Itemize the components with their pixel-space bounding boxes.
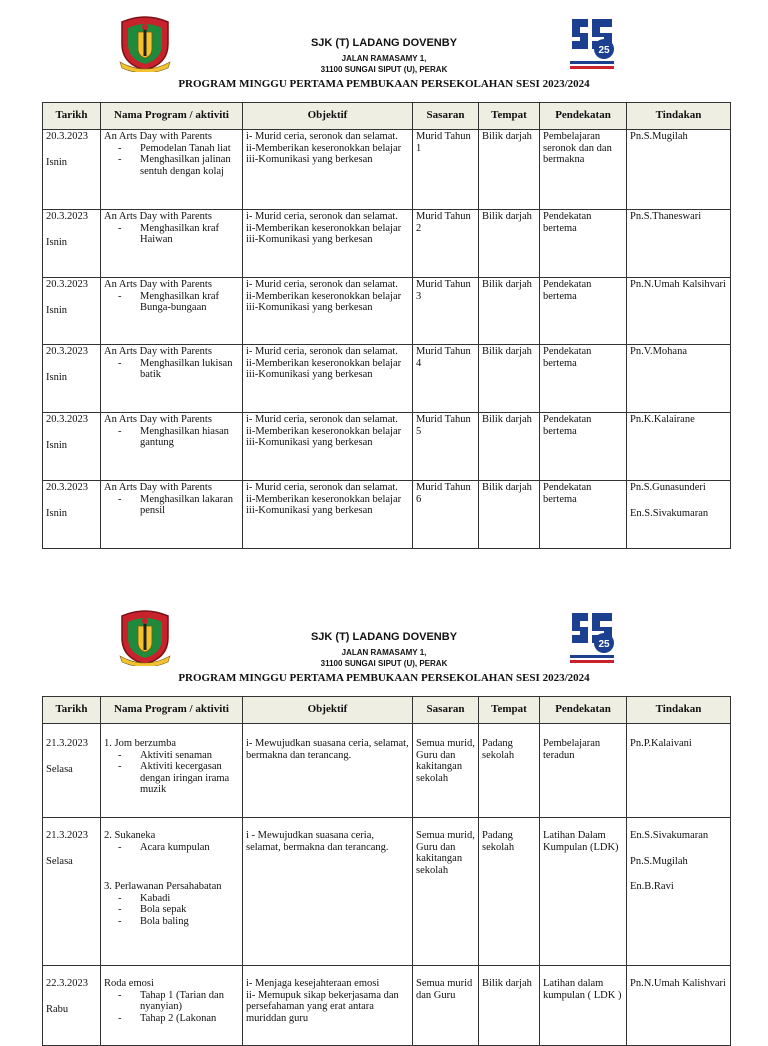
table-row: 20.3.2023 Isnin An Arts Day with Parents - Menghasilkan kraf Bunga-bungaan i- Murid ceria, seronok dan selamat. ii-Memberikan keseronokkan belajar iii-Komunikasi yang berkesan Murid Tahun 3 Bilik darjah Pendekatan bertema Pn.N.Umah Kalsihvari [43, 278, 731, 345]
pendekatan-cell: Pendekatan bertema [540, 413, 627, 481]
sasaran-cell: Murid Tahun 2 [413, 210, 479, 278]
tempat-cell: Bilik darjah [479, 130, 540, 210]
col-tarikh: Tarikh [43, 103, 101, 130]
objective-line: i- Murid ceria, seronok dan selamat. [246, 131, 398, 142]
program-sub-item: Acara kumpulan [140, 841, 210, 853]
objective-line: i- Mewujudkan suasana ceria, selamat, bermakna dan terancang. [246, 738, 409, 761]
table-row: 20.3.2023 Isnin An Arts Day with Parents - Pemodelan Tanah liat - Menghasilkan jalinan sentuh dengan kolaj i- Murid ceria, seronok dan selamat. ii-Memberikan keseronokkan belajar iii-Komunikasi yang berkesan Murid Tahun 1 Bilik darjah Pembelajaran seronok dan dan bermakna Pn.S.Mugilah [43, 130, 731, 210]
pendekatan-cell: Pembelajaran seronok dan dan bermakna [540, 130, 627, 210]
pendekatan-cell: Pendekatan bertema [540, 278, 627, 345]
sasaran-cell: Murid Tahun 1 [413, 130, 479, 210]
row-date: 20.3.2023 [46, 211, 88, 222]
address-line-2: 31100 SUNGAI SIPUT (U), PERAK [320, 65, 448, 74]
objective-line: i- Murid ceria, seronok dan selamat. [246, 211, 398, 222]
pendekatan-cell: Latihan dalam kumpulan ( LDK ) [540, 966, 627, 1046]
row-day: Isnin [46, 507, 67, 519]
tindakan-person: En.B.Ravi [630, 881, 674, 892]
address-line-1: JALAN RAMASAMY 1, [341, 54, 427, 63]
table-row: 20.3.2023 Isnin An Arts Day with Parents - Menghasilkan lukisan batik i- Murid ceria, seronok dan selamat. ii-Memberikan keseronokkan belajar iii-Komunikasi yang berkesan Murid Tahun 4 Bilik darjah Pendekatan bertema Pn.V.Mohana [43, 345, 731, 413]
address-line-1: JALAN RAMASAMY 1, [341, 648, 427, 657]
ministry-25-logo [566, 609, 618, 665]
objective-line: iii-Komunikasi yang berkesan [246, 154, 373, 165]
objective-line: ii-Memberikan keseronokkan belajar [246, 425, 402, 437]
col-pendekatan: Pendekatan [540, 697, 627, 724]
table-row: 20.3.2023 Isnin An Arts Day with Parents - Menghasilkan lakaran pensil i- Murid ceria, seronok dan selamat. ii-Memberikan keseronokkan belajar iii-Komunikasi yang berkesan Murid Tahun 6 Bilik darjah Pendekatan bertema Pn.S.Gunasunderi En.S.Sivakumaran [43, 481, 731, 549]
program-name: 1. Jom berzumba [104, 738, 177, 749]
program-sub-item: Tahap 1 (Tarian dan nyanyian) [140, 989, 224, 1012]
table-row: 20.3.2023 Isnin An Arts Day with Parents - Menghasilkan hiasan gantung i- Murid ceria, seronok dan selamat. ii-Memberikan keseronokkan belajar iii-Komunikasi yang berkesan Murid Tahun 5 Bilik darjah Pendekatan bertema Pn.K.Kalairane [43, 413, 731, 481]
tempat-cell: Padang sekolah [479, 724, 540, 818]
row-day: Isnin [46, 236, 67, 248]
pendekatan-cell: Pendekatan bertema [540, 481, 627, 549]
table-row: 21.3.2023 Selasa 1. Jom berzumba - Aktiviti senaman - Aktiviti kecergasan dengan iringan irama muzik i- Mewujudkan suasana ceria, selamat, bermakna dan terancang. Semua murid, Guru dan kakitangan sekolah Padang sekolah Pembelajaran teradun Pn.P.Kalaivani [43, 724, 731, 818]
schedule-table-2 [42, 696, 731, 1046]
objective-line: iii-Komunikasi yang berkesan [246, 302, 373, 313]
program-name: An Arts Day with Parents [104, 346, 212, 357]
col-nama-program: Nama Program / aktiviti [101, 697, 243, 724]
program-sub-item: Pemodelan Tanah liat [140, 142, 231, 154]
row-date: 20.3.2023 [46, 346, 88, 357]
objective-line: ii-Memberikan keseronokkan belajar [246, 357, 402, 369]
program-sub-item: Tahap 2 (Lakonan [140, 1012, 217, 1024]
tindakan-person: Pn.S.Gunasunderi [630, 482, 706, 493]
sasaran-cell: Murid Tahun 3 [413, 278, 479, 345]
tindakan-person: En.S.Sivakumaran [630, 830, 709, 841]
program-name: An Arts Day with Parents [104, 279, 212, 290]
program-sub-item: Menghasilkan lakaran pensil [140, 493, 234, 516]
tempat-cell: Bilik darjah [479, 210, 540, 278]
objective-line: i- Menjaga kesejahteraan emosi [246, 978, 380, 989]
program-name: An Arts Day with Parents [104, 131, 212, 142]
logo-badge-number: 25 [598, 639, 610, 650]
row-date: 20.3.2023 [46, 414, 88, 425]
tempat-cell: Bilik darjah [479, 966, 540, 1046]
program-sub-item: Bola baling [140, 915, 189, 927]
tindakan-person: Pn.V.Mohana [630, 346, 687, 357]
program-sub-item: Menghasilkan kraf Bunga-bungaan [140, 290, 220, 313]
table-row: 21.3.2023 Selasa 2. Sukaneka - Acara kumpulan 3. Perlawanan Persahabatan - Kabadi - Bola sepak - Bola baling i - Mewujudkan suasana ceria, selamat, bermakna dan terancang. Semua murid, Guru dan kakitangan sekolah Padang sekolah Latihan Dalam Kumpulan (LDK) En.S.Sivakumaran Pn.S.Mugilah En.B.Ravi [43, 818, 731, 966]
program-name: 2. Sukaneka [104, 830, 156, 841]
program-name-2: 3. Perlawanan Persahabatan [104, 881, 222, 892]
pendekatan-cell: Latihan Dalam Kumpulan (LDK) [540, 818, 627, 966]
tempat-cell: Padang sekolah [479, 818, 540, 966]
col-objektif: Objektif [243, 697, 413, 724]
table-row: 20.3.2023 Isnin An Arts Day with Parents - Menghasilkan kraf Haiwan i- Murid ceria, seronok dan selamat. ii-Memberikan keseronokkan belajar iii-Komunikasi yang berkesan Murid Tahun 2 Bilik darjah Pendekatan bertema Pn.S.Thaneswari [43, 210, 731, 278]
pendekatan-cell: Pendekatan bertema [540, 345, 627, 413]
tindakan-person: En.S.Sivakumaran [630, 507, 709, 519]
tindakan-person: Pn.K.Kalairane [630, 414, 695, 425]
sasaran-cell: Semua murid dan Guru [413, 966, 479, 1046]
col-tarikh: Tarikh [43, 697, 101, 724]
pendekatan-cell: Pembelajaran teradun [540, 724, 627, 818]
tindakan-person: Pn.N.Umah Kalishvari [630, 978, 726, 989]
col-objektif: Objektif [243, 103, 413, 130]
tempat-cell: Bilik darjah [479, 413, 540, 481]
program-name: An Arts Day with Parents [104, 414, 212, 425]
objective-line: iii-Komunikasi yang berkesan [246, 234, 373, 245]
objective-line: i- Murid ceria, seronok dan selamat. [246, 482, 398, 493]
objective-line: i- Murid ceria, seronok dan selamat. [246, 414, 398, 425]
sasaran-cell: Semua murid, Guru dan kakitangan sekolah [413, 724, 479, 818]
program-sub-item: Kabadi [140, 892, 171, 904]
program-sub-item: Bola sepak [140, 904, 187, 915]
col-sasaran: Sasaran [413, 697, 479, 724]
objective-line: i- Murid ceria, seronok dan selamat. [246, 346, 398, 357]
tempat-cell: Bilik darjah [479, 481, 540, 549]
objective-line: ii-Memberikan keseronokkan belajar [246, 142, 402, 154]
tempat-cell: Bilik darjah [479, 345, 540, 413]
table-header-row [43, 697, 731, 724]
row-date: 20.3.2023 [46, 482, 88, 493]
sasaran-cell: Murid Tahun 5 [413, 413, 479, 481]
objective-line: iii-Komunikasi yang berkesan [246, 369, 373, 380]
program-name: An Arts Day with Parents [104, 211, 212, 222]
col-nama-program: Nama Program / aktiviti [101, 103, 243, 130]
row-date: 21.3.2023 [46, 830, 88, 841]
program-sub-item: Menghasilkan hiasan gantung [140, 425, 229, 448]
col-tindakan: Tindakan [627, 697, 731, 724]
row-day: Isnin [46, 304, 67, 316]
row-date: 21.3.2023 [46, 738, 88, 749]
program-sub-item: Aktiviti kecergasan dengan iringan irama muzik [140, 761, 230, 795]
school-header [0, 37, 768, 75]
sasaran-cell: Semua murid, Guru dan kakitangan sekolah [413, 818, 479, 966]
program-name: Roda emosi [104, 978, 154, 989]
row-day: Selasa [46, 855, 73, 867]
program-title: PROGRAM MINGGU PERTAMA PEMBUKAAN PERSEKOLAHAN SESI 2023/2024 [178, 672, 590, 684]
address-line-2: 31100 SUNGAI SIPUT (U), PERAK [320, 659, 448, 668]
objective-line: ii-Memberikan keseronokkan belajar [246, 222, 402, 234]
program-sub-item: Menghasilkan kraf Haiwan [140, 222, 220, 245]
row-date: 22.3.2023 [46, 978, 88, 989]
school-name: SJK (T) LADANG DOVENBY [310, 631, 458, 643]
row-day: Selasa [46, 763, 73, 775]
objective-line: ii-Memberikan keseronokkan belajar [246, 290, 402, 302]
objective-line: ii-Memberikan keseronokkan belajar [246, 493, 402, 505]
objective-line: ii- Memupuk sikap bekerjasama dan persefahaman yang erat antara muriddan guru [246, 989, 399, 1024]
program-sub-item: Aktiviti senaman [140, 749, 213, 761]
tempat-cell: Bilik darjah [479, 278, 540, 345]
objective-line: i- Murid ceria, seronok dan selamat. [246, 279, 398, 290]
ministry-25-logo [566, 15, 618, 71]
objective-line: iii-Komunikasi yang berkesan [246, 505, 373, 516]
tindakan-person: Pn.S.Mugilah [630, 131, 688, 142]
program-name: An Arts Day with Parents [104, 482, 212, 493]
row-day: Isnin [46, 371, 67, 383]
school-name: SJK (T) LADANG DOVENBY [310, 37, 458, 49]
sasaran-cell: Murid Tahun 6 [413, 481, 479, 549]
col-tempat: Tempat [479, 103, 540, 130]
col-sasaran: Sasaran [413, 103, 479, 130]
program-sub-item: Menghasilkan lukisan batik [140, 357, 233, 380]
row-date: 20.3.2023 [46, 131, 88, 142]
logo-badge-number: 25 [598, 45, 610, 56]
tindakan-person: Pn.N.Umah Kalsihvari [630, 279, 726, 290]
school-header [0, 631, 768, 669]
table-header-row [43, 103, 731, 130]
row-date: 20.3.2023 [46, 279, 88, 290]
program-sub-item: Menghasilkan jalinan sentuh dengan kolaj [140, 154, 231, 177]
col-pendekatan: Pendekatan [540, 103, 627, 130]
sasaran-cell: Murid Tahun 4 [413, 345, 479, 413]
row-day: Isnin [46, 156, 67, 168]
row-day: Isnin [46, 439, 67, 451]
tindakan-person: Pn.P.Kalaivani [630, 738, 692, 749]
program-title: PROGRAM MINGGU PERTAMA PEMBUKAAN PERSEKOLAHAN SESI 2023/2024 [178, 78, 590, 90]
tindakan-person: Pn.S.Thaneswari [630, 211, 702, 222]
col-tindakan: Tindakan [627, 103, 731, 130]
schedule-table-1 [42, 102, 731, 549]
row-day: Rabu [46, 1003, 69, 1015]
col-tempat: Tempat [479, 697, 540, 724]
tindakan-person: Pn.S.Mugilah [630, 855, 688, 867]
objective-line: iii-Komunikasi yang berkesan [246, 437, 373, 448]
pendekatan-cell: Pendekatan bertema [540, 210, 627, 278]
table-row: 22.3.2023 Rabu Roda emosi - Tahap 1 (Tarian dan nyanyian) - Tahap 2 (Lakonan i- Menjaga kesejahteraan emosi ii- Memupuk sikap bekerjasama dan persefahaman yang erat antara muriddan guru Semua murid dan Guru Bilik darjah Latihan dalam kumpulan ( LDK ) Pn.N.Umah Kalishvari [43, 966, 731, 1046]
objective-line: i - Mewujudkan suasana ceria, selamat, bermakna dan terancang. [246, 830, 389, 853]
